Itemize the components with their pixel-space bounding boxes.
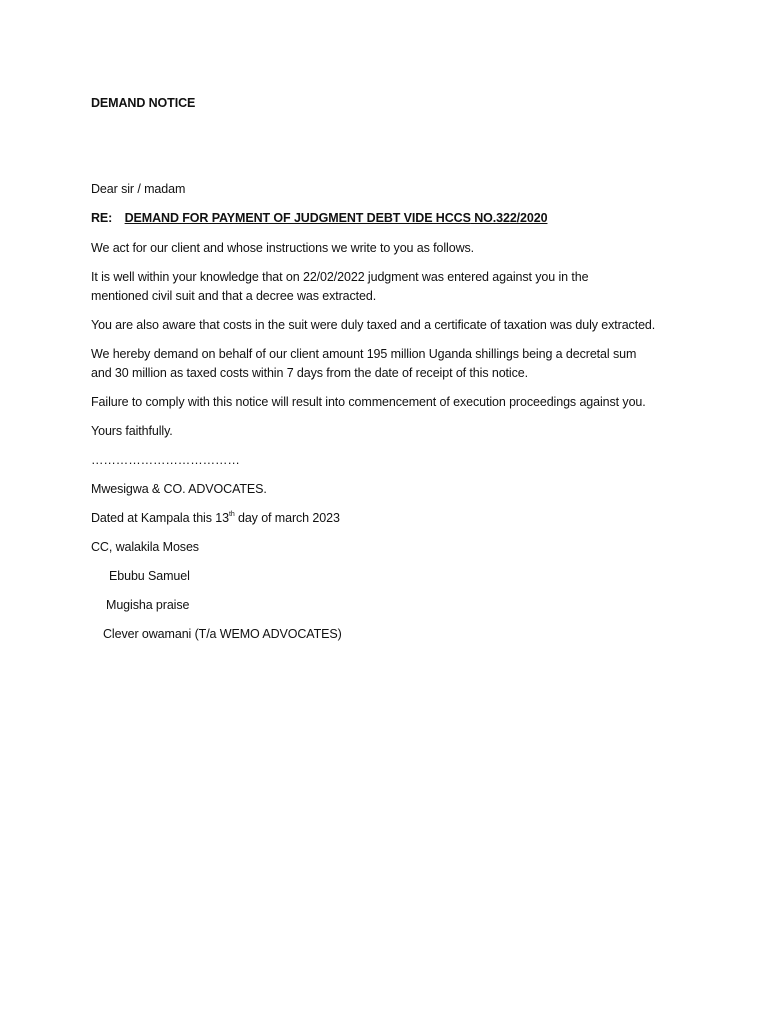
- dated-superscript: th: [228, 511, 235, 518]
- paragraph-4-line-1: We hereby demand on behalf of our client amount 195 million Uganda shillings being a decretal sum: [91, 347, 637, 361]
- salutation: Dear sir / madam: [91, 182, 186, 196]
- paragraph-5: Failure to comply with this notice will result into commencement of execution proceedings against you.: [91, 395, 646, 409]
- cc-line-2: Ebubu Samuel: [109, 569, 190, 583]
- cc-line-4: Clever owamani (T/a WEMO ADVOCATES): [103, 627, 342, 641]
- dated-suffix: day of march 2023: [234, 511, 340, 525]
- paragraph-1: We act for our client and whose instructions we write to you as follows.: [91, 241, 475, 255]
- paragraph-4-line-2: and 30 million as taxed costs within 7 days from the date of receipt of this notice.: [91, 366, 528, 380]
- paragraph-2-line-2: mentioned civil suit and that a decree was extracted.: [91, 289, 377, 303]
- re-subject: DEMAND FOR PAYMENT OF JUDGMENT DEBT VIDE HCCS: [124, 211, 471, 225]
- paragraph-2-line-1: It is well within your knowledge that on 22/02/2022 judgment was entered against you in the: [91, 270, 589, 284]
- dated-prefix: Dated at Kampala this 13: [91, 511, 229, 525]
- cc-line-3: Mugisha praise: [106, 598, 190, 612]
- cc-line-1: CC, walakila Moses: [91, 540, 199, 554]
- re-prefix: RE:: [91, 211, 113, 225]
- re-line: [91, 210, 547, 226]
- re-case-number: NO.322/2020: [470, 211, 548, 225]
- dated-line: [91, 510, 340, 526]
- firm-name: Mwesigwa & CO. ADVOCATES.: [91, 482, 267, 496]
- closing: Yours faithfully.: [91, 424, 173, 438]
- signature-line: ………………………………: [91, 453, 240, 467]
- paragraph-3: You are also aware that costs in the suit were duly taxed and a certificate of taxation was duly extracted.: [91, 318, 656, 332]
- document-title: DEMAND NOTICE: [91, 96, 196, 110]
